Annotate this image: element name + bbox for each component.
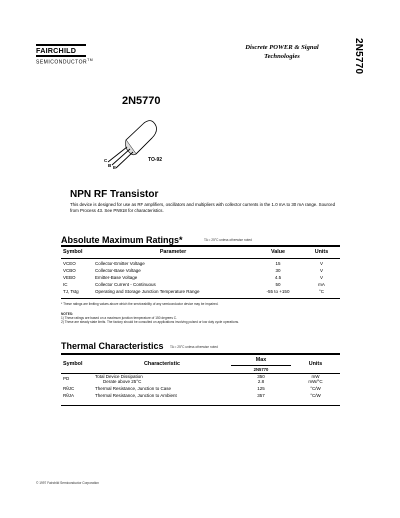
row-parameter: Collector-Base Voltage [95, 268, 141, 273]
absolute-ratings-table [61, 247, 340, 295]
note-2: 2) These are steady state limits. The factory should be consulted on applications involving pulsed or low duty cycle operations. [61, 320, 239, 324]
part-number-title: 2N5770 [122, 95, 161, 107]
notes-title: NOTES: [61, 312, 74, 316]
device-title: NPN RF Transistor [70, 189, 159, 200]
note-1: 1) These ratings are based on a maximum junction temperature of 150 degrees C. [61, 316, 177, 320]
row-symbol: PD [63, 376, 70, 381]
row-units: °C [318, 289, 325, 294]
pin-b-label: B [108, 163, 112, 168]
thermal-header-characteristic: Characteristic [144, 360, 180, 367]
table-row [61, 385, 340, 392]
table-row [61, 375, 340, 385]
pin-e-label: E [113, 165, 117, 170]
thermal-header-symbol: Symbol [63, 360, 83, 367]
side-part-number: 2N5770 [353, 38, 364, 75]
row-symbol: VEBO [63, 275, 76, 280]
absolute-ratings-title: Absolute Maximum Ratings* [61, 235, 183, 245]
table-row [61, 274, 340, 281]
row-parameter: Collector Current - Continuous [95, 282, 156, 287]
package-body [126, 121, 157, 155]
header-line1: Discrete POWER & Signal [245, 44, 319, 51]
row-max: 125 [257, 386, 265, 391]
row-units: V [319, 261, 323, 266]
row-max [231, 375, 291, 385]
characteristic-line1: Total Device Dissipation [95, 374, 143, 380]
row-value: 4.5 [274, 275, 282, 280]
absolute-ratings-condition: TA = 25°C unless otherwise noted [204, 238, 252, 242]
package-label: TO-92 [148, 157, 163, 163]
row-units: °C/W [310, 393, 321, 398]
table-row [61, 392, 340, 399]
row-units: V [319, 275, 323, 280]
max-line2: 2.8 [257, 379, 265, 384]
row-units: °C/W [310, 386, 321, 391]
package-leads [108, 147, 133, 168]
logo-subtitle: SEMICONDUCTOR™ [36, 58, 94, 66]
table-row [61, 260, 340, 267]
thermal-bottom-rule [61, 405, 340, 406]
header-units: Units [314, 249, 329, 255]
header-value: Value [270, 249, 286, 255]
table-row [61, 267, 340, 274]
units-line1: mW [311, 374, 320, 380]
row-value: 50 [275, 282, 281, 287]
row-units: V [319, 268, 323, 273]
row-characteristic [93, 375, 231, 385]
thermal-table [61, 355, 340, 399]
device-description: This device is designed for use as RF amplifiers, oscillators and multipliers with collector currents in the 1.0 mA to 30 mA range. Sourced from Process 43. See PN918 for characteristics. [70, 202, 336, 213]
row-characteristic: Thermal Resistance, Junction to Ambient [95, 393, 177, 398]
row-units [291, 375, 340, 385]
row-value: 15 [275, 261, 281, 266]
row-max: 357 [257, 393, 265, 398]
row-symbol: RθJA [63, 393, 75, 398]
row-symbol: IC [63, 282, 68, 287]
table-row [61, 281, 340, 288]
header-line2: Technologies [264, 52, 300, 60]
absolute-bottom-rule [61, 298, 340, 299]
logo-name: FAIRCHILD [36, 46, 77, 55]
row-symbol: VCBO [63, 268, 76, 273]
row-characteristic: Thermal Resistance, Junction to Case [95, 386, 172, 391]
copyright-footer: © 1997 Fairchild Semiconductor Corporation [36, 481, 99, 485]
row-value: -55 to +150 [266, 289, 290, 294]
thermal-title: Thermal Characteristics [61, 341, 164, 351]
thermal-header-row [61, 355, 340, 366]
row-symbol: RθJC [63, 386, 75, 391]
pin-c-label: C [104, 158, 108, 163]
row-symbol: TJ, Tstg [63, 289, 79, 294]
fairchild-logo [36, 44, 94, 67]
row-parameter: Operating and Storage Junction Temperature Range [95, 289, 200, 294]
thermal-subheader: 2N5770 [231, 366, 291, 374]
row-parameter: Emitter-Base Voltage [95, 275, 138, 280]
row-symbol: VCEO [63, 261, 76, 266]
units-line2: mW/°C [308, 379, 323, 384]
max-line1: 350 [257, 374, 265, 380]
thermal-header-max: Max [255, 356, 267, 363]
header-symbol: Symbol [63, 249, 83, 255]
header-tagline [232, 44, 332, 61]
row-value: 30 [275, 268, 281, 273]
table-row [61, 288, 340, 295]
row-units: mA [318, 282, 325, 287]
thermal-header-units: Units [308, 360, 323, 367]
characteristic-line2: Derate above 25°C [103, 379, 142, 384]
absolute-footnote: * These ratings are limiting values above which the serviceability of any semiconductor device may be impaired. [61, 302, 219, 306]
row-parameter: Collector-Emitter Voltage [95, 261, 145, 266]
header-parameter: Parameter [159, 249, 187, 255]
thermal-condition: TA = 25°C unless otherwise noted [170, 345, 218, 349]
absolute-header-row [61, 247, 340, 259]
